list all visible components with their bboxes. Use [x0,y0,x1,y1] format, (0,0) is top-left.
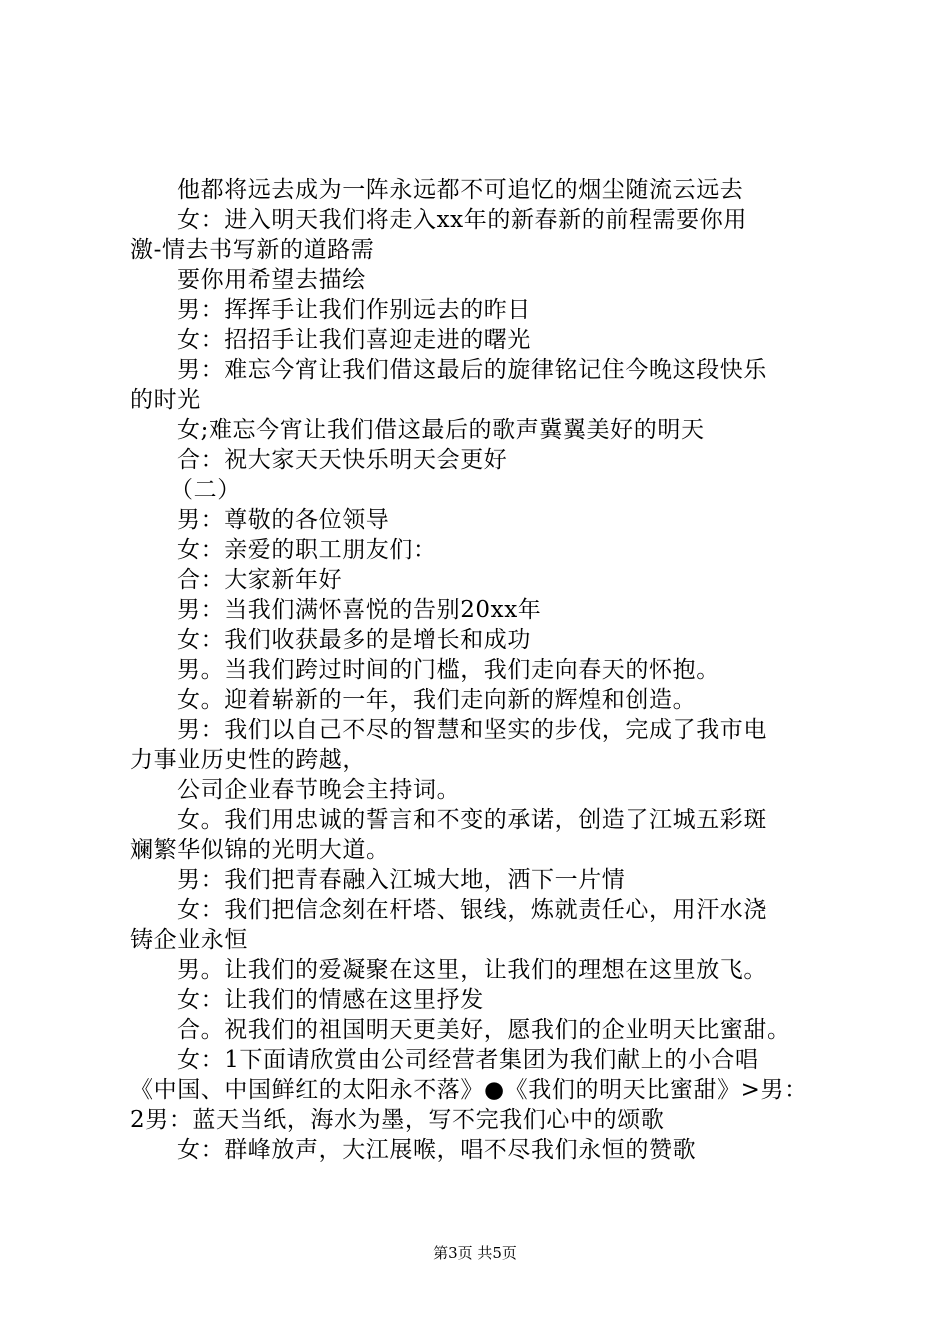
text-line: 合。祝我们的祖国明天更美好，愿我们的企业明天比蜜甜。 [177,1017,791,1043]
text-line: 女：我们收获最多的是增长和成功 [177,627,531,653]
text-line: 男。让我们的爱凝聚在这里，让我们的理想在这里放飞。 [177,957,767,983]
text-line: 女：我们把信念刻在杆塔、银线，炼就责任心，用汗水浇 [177,897,767,923]
page-footer: 第3页 共5页 [433,1244,517,1262]
text-line: 女：让我们的情感在这里抒发 [177,987,484,1013]
text-line: 女：1下面请欣赏由公司经营者集团为我们献上的小合唱 [177,1047,759,1073]
text-line: 女：进入明天我们将走入xx年的新春新的前程需要你用 [177,207,747,233]
text-line: 铸企业永恒 [130,927,248,953]
text-line: 激-情去书写新的道路需 [130,237,375,263]
text-line: 男：挥挥手让我们作别远去的昨日 [177,297,531,323]
text-line: 《中国、中国鲜红的太阳永不落》●《我们的明天比蜜甜》>男： [130,1077,808,1103]
text-line: （二） [170,477,241,503]
text-line: 斓繁华似锦的光明大道。 [130,837,390,863]
text-line: 女;难忘今宵让我们借这最后的歌声冀翼美好的明天 [177,417,705,443]
text-line: 力事业历史性的跨越， [130,747,366,773]
text-line: 公司企业春节晚会主持词。 [177,777,461,803]
text-line: 男：尊敬的各位领导 [177,507,390,533]
text-line: 女：群峰放声，大江展喉，唱不尽我们永恒的赞歌 [177,1137,697,1163]
text-line: 合：祝大家天天快乐明天会更好 [177,447,508,473]
text-line: 男：难忘今宵让我们借这最后的旋律铭记住今晚这段快乐 [177,357,767,383]
text-line: 女。我们用忠诚的誓言和不变的承诺，创造了江城五彩斑 [177,807,767,833]
text-line: 男：我们把青春融入江城大地，洒下一片情 [177,867,626,893]
document-body [130,175,835,1165]
text-line: 的时光 [130,387,201,413]
text-line: 合：大家新年好 [177,567,343,593]
text-line: 要你用希望去描绘 [177,267,366,293]
text-line: 2男：蓝天当纸，海水为墨，写不完我们心中的颂歌 [130,1107,665,1133]
text-line: 男：当我们满怀喜悦的告别20xx年 [177,597,542,623]
text-line: 男。当我们跨过时间的门槛，我们走向春天的怀抱。 [177,657,720,683]
text-line: 女：亲爱的职工朋友们： [177,537,437,563]
text-line: 女。迎着崭新的一年，我们走向新的辉煌和创造。 [177,687,697,713]
text-line: 女：招招手让我们喜迎走进的曙光 [177,327,531,353]
text-line: 他都将远去成为一阵永远都不可追忆的烟尘随流云远去 [177,177,744,203]
text-line: 男：我们以自己不尽的智慧和坚实的步伐，完成了我市电 [177,717,767,743]
